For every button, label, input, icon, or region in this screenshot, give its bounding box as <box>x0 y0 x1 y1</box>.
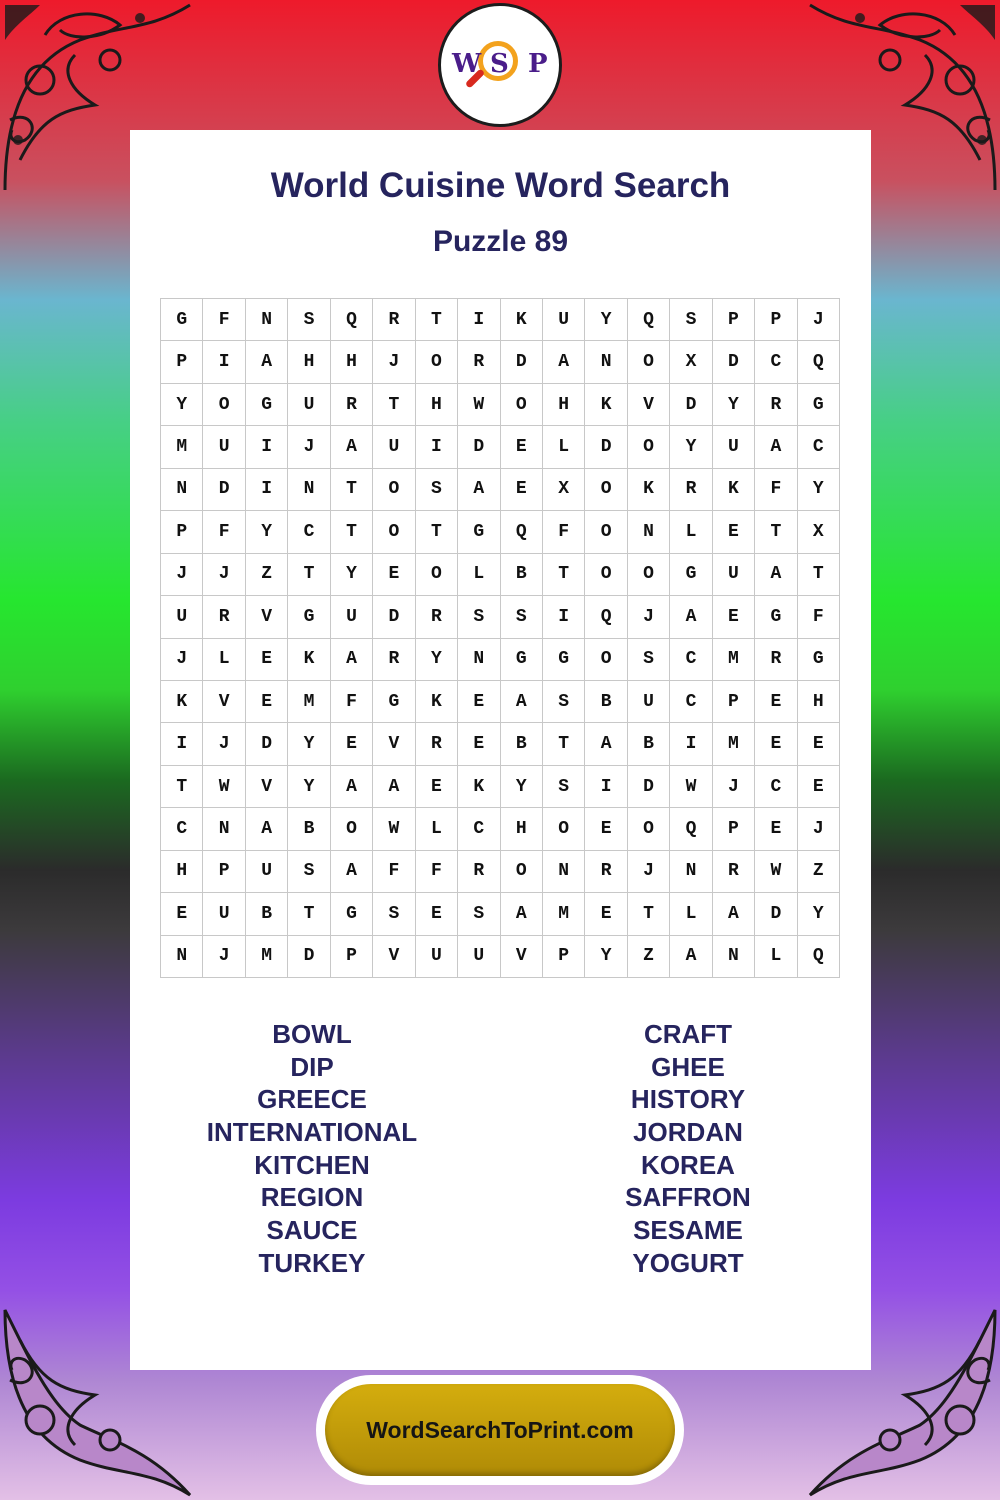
grid-cell[interactable]: O <box>628 554 670 596</box>
grid-cell[interactable]: J <box>373 341 415 383</box>
grid-cell[interactable]: S <box>288 851 330 893</box>
grid-cell[interactable]: P <box>543 936 585 978</box>
grid-cell[interactable]: S <box>543 681 585 723</box>
grid-cell[interactable]: O <box>416 341 458 383</box>
grid-cell[interactable]: C <box>755 341 797 383</box>
grid-cell[interactable]: Q <box>798 341 840 383</box>
grid-cell[interactable]: Y <box>798 469 840 511</box>
grid-cell[interactable]: O <box>585 554 627 596</box>
grid-cell[interactable]: E <box>458 681 500 723</box>
grid-cell[interactable]: H <box>798 681 840 723</box>
grid-cell[interactable]: R <box>331 384 373 426</box>
grid-cell[interactable]: L <box>755 936 797 978</box>
grid-cell[interactable]: W <box>203 766 245 808</box>
grid-cell[interactable]: O <box>373 469 415 511</box>
grid-cell[interactable]: V <box>501 936 543 978</box>
grid-cell[interactable]: S <box>543 766 585 808</box>
grid-cell[interactable]: R <box>755 384 797 426</box>
word-item: YOGURT <box>632 1247 744 1278</box>
grid-cell[interactable]: Y <box>501 766 543 808</box>
grid-cell[interactable]: T <box>628 893 670 935</box>
grid-cell[interactable]: T <box>543 723 585 765</box>
grid-cell[interactable]: N <box>246 299 288 341</box>
grid-cell[interactable]: O <box>585 511 627 553</box>
grid-cell[interactable]: V <box>246 766 288 808</box>
grid-cell[interactable]: Y <box>798 893 840 935</box>
grid-cell[interactable]: P <box>713 681 755 723</box>
grid-cell[interactable]: K <box>713 469 755 511</box>
grid-cell[interactable]: M <box>246 936 288 978</box>
grid-cell[interactable]: W <box>670 766 712 808</box>
grid-cell[interactable]: Y <box>585 299 627 341</box>
word-item: TURKEY <box>258 1247 366 1278</box>
grid-cell[interactable]: A <box>670 596 712 638</box>
grid-cell[interactable]: A <box>585 723 627 765</box>
grid-cell[interactable]: F <box>416 851 458 893</box>
grid-cell[interactable]: X <box>543 469 585 511</box>
grid-cell[interactable]: Q <box>585 596 627 638</box>
grid-cell[interactable]: U <box>288 384 330 426</box>
grid-cell[interactable]: C <box>161 808 203 850</box>
grid-cell[interactable]: F <box>203 299 245 341</box>
grid-cell[interactable]: P <box>713 299 755 341</box>
grid-cell[interactable]: O <box>203 384 245 426</box>
grid-cell[interactable]: W <box>458 384 500 426</box>
grid-cell[interactable]: F <box>798 596 840 638</box>
grid-cell[interactable]: M <box>161 426 203 468</box>
word-item: KOREA <box>641 1149 735 1180</box>
grid-cell[interactable]: T <box>288 554 330 596</box>
grid-cell[interactable]: N <box>670 851 712 893</box>
letter-grid <box>160 298 840 978</box>
grid-cell[interactable]: B <box>288 808 330 850</box>
wsp-logo[interactable] <box>438 3 562 127</box>
grid-cell[interactable]: O <box>416 554 458 596</box>
grid-cell[interactable]: X <box>798 511 840 553</box>
grid-cell[interactable]: R <box>203 596 245 638</box>
grid-cell[interactable]: J <box>161 554 203 596</box>
grid-cell[interactable]: G <box>798 639 840 681</box>
grid-cell[interactable]: E <box>755 808 797 850</box>
grid-cell[interactable]: A <box>246 341 288 383</box>
grid-cell[interactable]: Q <box>798 936 840 978</box>
grid-cell[interactable]: U <box>416 936 458 978</box>
grid-cell[interactable]: F <box>203 511 245 553</box>
grid-cell[interactable]: Y <box>288 723 330 765</box>
grid-cell[interactable]: N <box>161 469 203 511</box>
grid-cell[interactable]: G <box>288 596 330 638</box>
grid-cell[interactable]: O <box>628 341 670 383</box>
grid-cell[interactable]: B <box>501 554 543 596</box>
grid-cell[interactable]: Y <box>246 511 288 553</box>
grid-cell[interactable]: U <box>628 681 670 723</box>
grid-cell[interactable]: T <box>331 511 373 553</box>
grid-cell[interactable]: A <box>543 341 585 383</box>
grid-cell[interactable]: G <box>543 639 585 681</box>
grid-cell[interactable]: H <box>288 341 330 383</box>
grid-cell[interactable]: D <box>585 426 627 468</box>
logo-letter-p: P <box>528 49 548 79</box>
grid-cell[interactable]: K <box>501 299 543 341</box>
grid-cell[interactable]: E <box>713 511 755 553</box>
grid-cell[interactable]: R <box>416 596 458 638</box>
grid-cell[interactable]: U <box>203 893 245 935</box>
grid-cell[interactable]: Q <box>628 299 670 341</box>
grid-cell[interactable]: D <box>458 426 500 468</box>
grid-cell[interactable]: J <box>628 851 670 893</box>
grid-cell[interactable]: E <box>585 893 627 935</box>
grid-cell[interactable]: L <box>670 893 712 935</box>
grid-cell[interactable]: E <box>798 723 840 765</box>
grid-cell[interactable]: V <box>373 723 415 765</box>
grid-cell[interactable]: C <box>458 808 500 850</box>
word-item: CRAFT <box>643 1019 733 1049</box>
grid-cell[interactable]: P <box>713 808 755 850</box>
grid-cell[interactable]: N <box>543 851 585 893</box>
grid-cell[interactable]: J <box>798 808 840 850</box>
grid-cell[interactable]: A <box>331 426 373 468</box>
grid-cell[interactable]: L <box>458 554 500 596</box>
grid-cell[interactable]: B <box>628 723 670 765</box>
grid-cell[interactable]: U <box>246 851 288 893</box>
word-item: SAUCE <box>266 1215 358 1246</box>
grid-cell[interactable]: G <box>798 384 840 426</box>
logo-mark <box>450 35 550 95</box>
grid-cell[interactable]: L <box>416 808 458 850</box>
word-item: REGION <box>260 1182 364 1213</box>
grid-cell[interactable]: R <box>373 299 415 341</box>
grid-cell[interactable]: D <box>670 384 712 426</box>
grid-cell[interactable]: A <box>331 766 373 808</box>
grid-cell[interactable]: T <box>416 511 458 553</box>
word-item: SAFFRON <box>625 1182 751 1213</box>
grid-cell[interactable]: U <box>543 299 585 341</box>
grid-cell[interactable]: C <box>798 426 840 468</box>
grid-cell[interactable]: H <box>416 384 458 426</box>
word-list-right <box>538 1018 838 1280</box>
grid-cell[interactable]: T <box>331 469 373 511</box>
grid-cell[interactable]: S <box>373 893 415 935</box>
grid-cell[interactable]: O <box>628 808 670 850</box>
grid-cell[interactable]: N <box>585 341 627 383</box>
grid-cell[interactable]: G <box>331 893 373 935</box>
grid-cell[interactable]: S <box>416 469 458 511</box>
grid-cell[interactable]: M <box>543 893 585 935</box>
grid-cell[interactable]: N <box>713 936 755 978</box>
grid-cell[interactable]: A <box>713 893 755 935</box>
grid-cell[interactable]: Q <box>501 511 543 553</box>
grid-cell[interactable]: T <box>543 554 585 596</box>
grid-cell[interactable]: C <box>755 766 797 808</box>
grid-cell[interactable]: S <box>628 639 670 681</box>
grid-cell[interactable]: V <box>628 384 670 426</box>
grid-cell[interactable]: J <box>161 639 203 681</box>
grid-cell[interactable]: E <box>416 893 458 935</box>
grid-cell[interactable]: K <box>458 766 500 808</box>
grid-cell[interactable]: K <box>628 469 670 511</box>
logo-letter-s: S <box>490 49 509 79</box>
grid-cell[interactable]: I <box>670 723 712 765</box>
grid-cell[interactable]: B <box>501 723 543 765</box>
grid-cell[interactable]: J <box>203 936 245 978</box>
grid-cell[interactable]: G <box>755 596 797 638</box>
grid-cell[interactable]: Y <box>670 426 712 468</box>
grid-cell[interactable]: R <box>670 469 712 511</box>
footer-badge <box>316 1375 684 1485</box>
grid-cell[interactable]: P <box>331 936 373 978</box>
grid-cell[interactable]: E <box>585 808 627 850</box>
word-item: BOWL <box>272 1019 352 1049</box>
grid-cell[interactable]: K <box>585 384 627 426</box>
word-item: KITCHEN <box>254 1149 370 1180</box>
grid-cell[interactable]: O <box>585 469 627 511</box>
grid-cell[interactable]: N <box>288 469 330 511</box>
grid-cell[interactable]: P <box>203 851 245 893</box>
grid-cell[interactable]: V <box>373 936 415 978</box>
grid-cell[interactable]: G <box>501 639 543 681</box>
grid-cell[interactable]: I <box>161 723 203 765</box>
website-link[interactable]: WordSearchToPrint.com <box>325 1384 675 1476</box>
grid-cell[interactable]: E <box>755 723 797 765</box>
grid-cell[interactable]: E <box>501 426 543 468</box>
grid-cell[interactable]: W <box>373 808 415 850</box>
grid-cell[interactable]: J <box>798 299 840 341</box>
word-list-left <box>162 1018 462 1280</box>
grid-cell[interactable]: R <box>416 723 458 765</box>
grid-cell[interactable]: E <box>373 554 415 596</box>
word-item: GREECE <box>257 1084 367 1115</box>
grid-cell[interactable]: A <box>755 554 797 596</box>
grid-cell[interactable]: T <box>373 384 415 426</box>
grid-cell[interactable]: B <box>246 893 288 935</box>
grid-cell[interactable]: F <box>755 469 797 511</box>
grid-cell[interactable]: D <box>288 936 330 978</box>
grid-cell[interactable]: S <box>458 596 500 638</box>
grid-cell[interactable]: L <box>203 639 245 681</box>
grid-cell[interactable]: R <box>755 639 797 681</box>
grid-cell[interactable]: E <box>246 639 288 681</box>
grid-cell[interactable]: N <box>203 808 245 850</box>
puzzle-sheet <box>130 130 871 1370</box>
grid-cell[interactable]: A <box>246 808 288 850</box>
grid-cell[interactable]: Y <box>288 766 330 808</box>
grid-cell[interactable]: E <box>161 893 203 935</box>
grid-cell[interactable]: Z <box>798 851 840 893</box>
grid-cell[interactable]: D <box>501 341 543 383</box>
grid-cell[interactable]: O <box>543 808 585 850</box>
grid-cell[interactable]: P <box>161 341 203 383</box>
grid-cell[interactable]: J <box>203 723 245 765</box>
grid-cell[interactable]: H <box>331 341 373 383</box>
grid-cell[interactable]: U <box>331 596 373 638</box>
grid-cell[interactable]: S <box>670 299 712 341</box>
grid-cell[interactable]: G <box>161 299 203 341</box>
grid-cell[interactable]: Y <box>161 384 203 426</box>
grid-cell[interactable]: L <box>543 426 585 468</box>
grid-cell[interactable]: H <box>543 384 585 426</box>
word-item: DIP <box>290 1051 334 1082</box>
grid-cell[interactable]: T <box>288 893 330 935</box>
grid-cell[interactable]: G <box>670 554 712 596</box>
word-item: JORDAN <box>633 1117 743 1148</box>
logo-letter-w: W <box>452 49 482 79</box>
grid-cell[interactable]: O <box>373 511 415 553</box>
grid-cell[interactable]: U <box>713 554 755 596</box>
grid-cell[interactable]: Y <box>331 554 373 596</box>
grid-cell[interactable]: E <box>798 766 840 808</box>
grid-cell[interactable]: S <box>501 596 543 638</box>
grid-cell[interactable]: R <box>713 851 755 893</box>
grid-cell[interactable]: Y <box>585 936 627 978</box>
grid-cell[interactable]: A <box>670 936 712 978</box>
grid-cell[interactable]: G <box>246 384 288 426</box>
grid-cell[interactable]: Y <box>713 384 755 426</box>
grid-cell[interactable]: A <box>501 681 543 723</box>
grid-cell[interactable]: R <box>585 851 627 893</box>
grid-cell[interactable]: E <box>501 469 543 511</box>
grid-cell[interactable]: G <box>373 681 415 723</box>
grid-cell[interactable]: D <box>713 341 755 383</box>
grid-cell[interactable]: I <box>458 299 500 341</box>
grid-cell[interactable]: G <box>458 511 500 553</box>
grid-cell[interactable]: D <box>246 723 288 765</box>
grid-cell[interactable]: Y <box>416 639 458 681</box>
grid-cell[interactable]: Z <box>628 936 670 978</box>
grid-cell[interactable]: H <box>161 851 203 893</box>
grid-cell[interactable]: U <box>458 936 500 978</box>
grid-cell[interactable]: U <box>203 426 245 468</box>
grid-cell[interactable]: A <box>373 766 415 808</box>
grid-cell[interactable]: J <box>288 426 330 468</box>
grid-cell[interactable]: A <box>755 426 797 468</box>
grid-cell[interactable]: J <box>713 766 755 808</box>
grid-cell[interactable]: Z <box>246 554 288 596</box>
grid-cell[interactable]: N <box>458 639 500 681</box>
word-item: HISTORY <box>630 1084 746 1115</box>
grid-cell[interactable]: O <box>628 426 670 468</box>
grid-cell[interactable]: X <box>670 341 712 383</box>
grid-cell[interactable]: N <box>161 936 203 978</box>
grid-cell[interactable]: F <box>331 681 373 723</box>
grid-cell[interactable]: I <box>246 469 288 511</box>
grid-cell[interactable]: U <box>373 426 415 468</box>
grid-cell[interactable]: Q <box>331 299 373 341</box>
grid-cell[interactable]: T <box>416 299 458 341</box>
grid-cell[interactable]: R <box>458 851 500 893</box>
grid-cell[interactable]: C <box>670 639 712 681</box>
page-title: World Cuisine Word Search <box>270 166 731 205</box>
grid-cell[interactable]: U <box>161 596 203 638</box>
grid-cell[interactable]: A <box>331 851 373 893</box>
grid-cell[interactable]: E <box>713 596 755 638</box>
grid-cell[interactable]: V <box>246 596 288 638</box>
grid-cell[interactable]: I <box>203 341 245 383</box>
grid-cell[interactable]: S <box>288 299 330 341</box>
grid-cell[interactable]: T <box>161 766 203 808</box>
grid-cell[interactable]: O <box>585 639 627 681</box>
grid-cell[interactable]: B <box>585 681 627 723</box>
grid-cell[interactable]: O <box>331 808 373 850</box>
grid-cell[interactable]: E <box>755 681 797 723</box>
grid-cell[interactable]: E <box>331 723 373 765</box>
grid-cell[interactable]: O <box>501 384 543 426</box>
grid-cell[interactable]: M <box>713 723 755 765</box>
grid-cell[interactable]: U <box>713 426 755 468</box>
grid-cell[interactable]: D <box>628 766 670 808</box>
grid-cell[interactable]: E <box>416 766 458 808</box>
grid-cell[interactable]: D <box>203 469 245 511</box>
grid-cell[interactable]: Q <box>670 808 712 850</box>
grid-cell[interactable]: N <box>628 511 670 553</box>
grid-cell[interactable]: L <box>670 511 712 553</box>
grid-cell[interactable]: O <box>501 851 543 893</box>
grid-cell[interactable]: A <box>501 893 543 935</box>
grid-cell[interactable]: P <box>755 299 797 341</box>
grid-cell[interactable]: A <box>458 469 500 511</box>
grid-cell[interactable]: M <box>713 639 755 681</box>
grid-cell[interactable]: M <box>288 681 330 723</box>
grid-cell[interactable]: E <box>458 723 500 765</box>
grid-cell[interactable]: V <box>203 681 245 723</box>
grid-cell[interactable]: R <box>373 639 415 681</box>
grid-cell[interactable]: I <box>246 426 288 468</box>
grid-cell[interactable]: E <box>246 681 288 723</box>
grid-cell[interactable]: H <box>501 808 543 850</box>
grid-cell[interactable]: D <box>373 596 415 638</box>
grid-cell[interactable]: I <box>416 426 458 468</box>
grid-cell[interactable]: R <box>458 341 500 383</box>
grid-cell[interactable]: C <box>288 511 330 553</box>
grid-cell[interactable]: K <box>288 639 330 681</box>
word-item: SESAME <box>633 1215 743 1246</box>
grid-cell[interactable]: F <box>543 511 585 553</box>
grid-cell[interactable]: J <box>203 554 245 596</box>
word-item: GHEE <box>651 1051 725 1082</box>
grid-cell[interactable]: K <box>416 681 458 723</box>
grid-cell[interactable]: C <box>670 681 712 723</box>
grid-cell[interactable]: T <box>798 554 840 596</box>
grid-cell[interactable]: W <box>755 851 797 893</box>
grid-cell[interactable]: I <box>543 596 585 638</box>
grid-cell[interactable]: J <box>628 596 670 638</box>
grid-cell[interactable]: I <box>585 766 627 808</box>
grid-cell[interactable]: P <box>161 511 203 553</box>
grid-cell[interactable]: F <box>373 851 415 893</box>
grid-cell[interactable]: D <box>755 893 797 935</box>
puzzle-number: Puzzle 89 <box>432 225 569 258</box>
word-item: INTERNATIONAL <box>206 1117 418 1148</box>
grid-cell[interactable]: K <box>161 681 203 723</box>
grid-cell[interactable]: S <box>458 893 500 935</box>
grid-cell[interactable]: T <box>755 511 797 553</box>
grid-cell[interactable]: A <box>331 639 373 681</box>
